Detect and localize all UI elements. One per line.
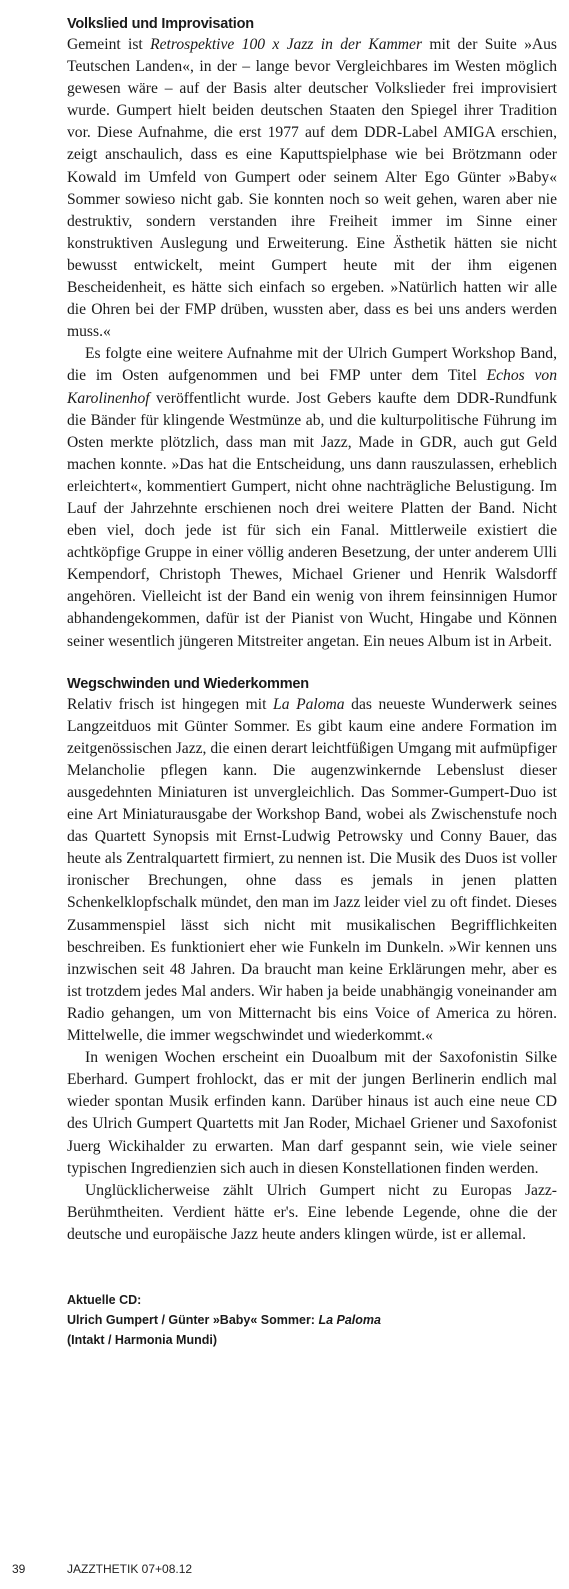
paragraph [67,34,557,343]
cd-info-box [67,1290,557,1350]
album-title: La Paloma [273,695,345,713]
section-heading-volkslied: Volkslied und Improvisation [67,16,254,32]
paragraph [67,343,557,652]
text-run: mit der Suite »Aus Teutschen Landen«, in der – lange bevor Vergleichbares im Westen möglich gewesen wäre – auf der Basis alter deutscher Volkslieder frei improvisiert wurde. Gumpert hielt beiden deutschen Staaten den Spiegel ihrer Tradition vor. Diese Aufnahme, die erst 1977 auf dem DDR-Label AMIGA erschien, zeigt anschaulich, dass es eine Kaputtspielphase wie bei Brötzmann oder Kowald im Umfeld von Gumpert oder seinem Alter Ego Günter »Baby« Sommer sowieso nicht gab. Sie konnten noch so weit gehen, waren aber nie destruktiv, sondern verstanden ihre Freiheit immer im Sinne einer konstruktiven Auslegung und Erweiterung. Eine Ästhetik hätten sie nicht bewusst entwickelt, meint Gumpert heute mit der ihm eigenen Bescheidenheit, es hätte sich einfach so ergeben. »Natürlich hatten wir alle die Ohren bei der FMP drüben, wussten aber, dass es bei uns anders werden muss.« [67,36,557,341]
cd-artists [67,1310,557,1330]
text-run: Es folgte eine weitere Aufnahme mit der Ulrich Gumpert Workshop Band, die im Osten aufgenommen und bei FMP unter dem Titel [67,345,557,385]
text-run: Relativ frisch ist hingegen mit [67,695,274,713]
paragraph [67,694,557,1048]
page-number: 39 [12,1562,26,1576]
cd-album-title: La Paloma [318,1312,381,1327]
article-column [67,14,557,1350]
magazine-name: JAZZTHETIK 07+08.12 [67,1562,193,1576]
paragraph: In wenigen Wochen erscheint ein Duoalbum mit der Saxofonistin Silke Eberhard. Gumpert frohlockt, das er mit der jungen Berlinerin endlich mal wieder spontan Musik erfinden kann. Darüber hinaus ist auch eine neue CD des Ulrich Gumpert Quartetts mit Jan Roder, Michael Griener und Saxofonist Juerg Wickihalder zu erwarten. Man darf gespannt sein, wie viele seiner typischen Ingredienzien sich auch in diesen Konstellationen finden werden. [67,1049,557,1177]
cd-artist-names: Ulrich Gumpert / Günter »Baby« Sommer: [67,1312,319,1327]
paragraph: Unglücklicherweise zählt Ulrich Gumpert nicht zu Europas Jazz-Berühmtheiten. Verdient hätte er's. Eine lebende Legende, ohne die der deutsche und europäische Jazz heute anders klingen würde, ist er allemal. [67,1181,557,1243]
section-heading-wegschwinden: Wegschwinden und Wiederkommen [67,675,309,692]
text-run: das neueste Wunderwerk seines Langzeitduos mit Günter Sommer. Es gibt kaum eine andere Formation im zeitgenössischen Jazz, die einen derart leichtfüßigen Umgang mit aufmüpfiger Melancholie pflegen kann. Die augenzwinkernde Lebenslust dieser ausgedehnten Miniaturen ist unvergleichlich. Das Sommer-Gumpert-Duo ist eine Art Miniaturausgabe der Workshop Band, wobei als Zwischenstufe noch das Quartett Synopsis mit Ernst-Ludwig Petrowsky und Conny Bauer, das heute als Zentralquartett firmiert, zu nennen ist. Die Musik des Duos ist voller ironischer Brechungen, ohne dass es jemals in jenen platten Schenkelklopfschalk mündet, den man im Jazz leider viel zu oft findet. Dieses Zusammenspiel lässt sich nicht mit musikalischen Begrifflichkeiten beschreiben. Es funktioniert eher wie Funkeln im Dunkeln. »Wir kennen uns inzwischen seit 48 Jahren. Da braucht man keine Erklärungen mehr, aber es ist trotzdem jedes Mal anders. Wir haben ja beide unabhängig voneinander am Radio gehangen, um von Mitternacht bis eins Voice of America zu hören. Mittelwelle, die immer wegschwindet und wiederkommt.« [67,695,557,1045]
text-run: veröffentlicht wurde. Jost Gebers kaufte dem DDR-Rundfunk die Bänder für klingende Westmünze ab, und die kulturpolitische Führung im Osten merkte plötzlich, dass man mit Jazz, Made in GDR, auch gut Geld machen konnte. »Das hat die Entscheidung, uns dann rauszulassen, erheblich erleichtert«, kommentiert Gumpert, nicht ohne nachträgliche Belustigung. Im Lauf der Jahrzehnte erschienen noch drei weitere Platten der Band. Nicht eben viel, doch jede ist für sich ein Fanal. Mittlerweile existiert die achtköpfige Gruppe in einer völlig anderen Besetzung, der unter anderem Ulli Kempendorf, Christoph Thewes, Michael Griener und Henrik Walsdorff angehören. Vielleicht ist der Band ein wenig von ihrem feinsinnigen Humor abhandengekommen, dafür ist der Pianist von Wucht, Hingabe und Können seiner wesentlich jüngeren Mitstreiter angetan. Ein neues Album ist in Arbeit. [67,389,557,650]
cd-record-label: (Intakt / Harmonia Mundi) [67,1332,217,1347]
album-title: Retrospektive 100 x Jazz in der Kammer [150,36,423,53]
text-run: Gemeint ist [67,36,151,53]
cd-label: Aktuelle CD: [67,1292,142,1307]
album-title: Echos von Karolinenhof [67,367,557,407]
